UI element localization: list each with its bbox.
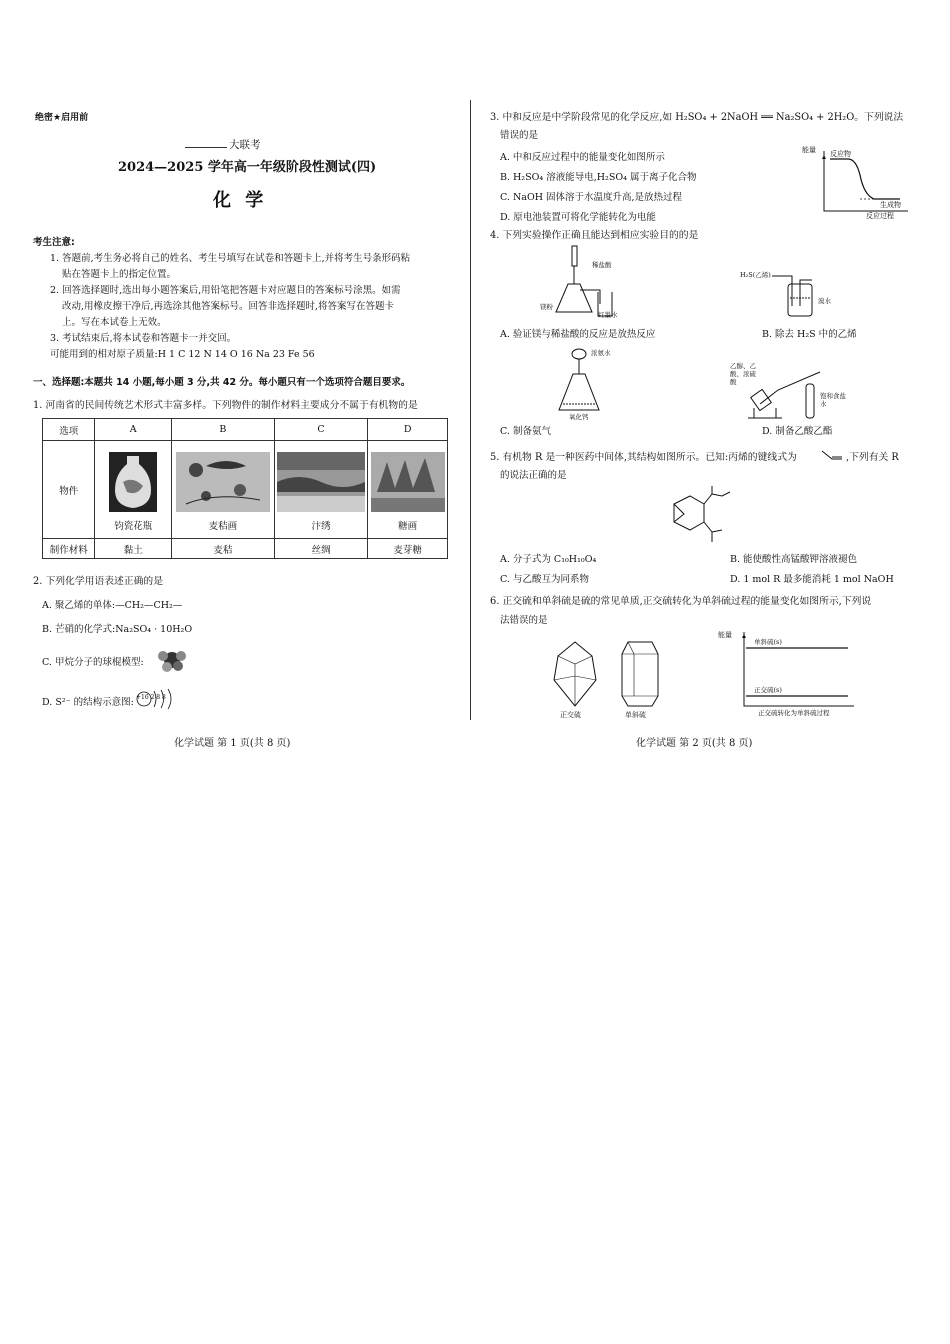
q6-graph-ylabel: 能量 xyxy=(718,631,732,639)
notice-line-5: 上。写在本试卷上无效。 xyxy=(62,317,167,328)
q4-option-a: A. 验证镁与稀盐酸的反应是放热反应 xyxy=(500,329,656,340)
q6-energy-graph xyxy=(718,628,858,720)
label-red-ink: 红墨水 xyxy=(598,311,618,319)
q5-option-c: C. 与乙酸互为同系物 xyxy=(500,574,589,585)
label-magnesium: 镁粉 xyxy=(540,303,553,311)
item-label: 麦秸画 xyxy=(208,520,238,532)
section-1-heading: 一、选择题:本题共 14 小题,每小题 3 分,共 42 分。每小题只有一个选项符合题目要求。 xyxy=(33,377,411,388)
page-footer-1: 化学试题 第 1 页(共 8 页) xyxy=(174,738,291,749)
q5-option-b: B. 能使酸性高锰酸钾溶液褪色 xyxy=(730,554,858,565)
q6-graph-xlabel: 正交硫转化为单斜硫过程 xyxy=(758,709,830,717)
q3-graph-xlabel: 反应过程 xyxy=(866,212,894,220)
table-header-cell: C xyxy=(274,419,368,441)
q3-graph-reactant: 反应物 xyxy=(830,150,851,158)
q2-option-c: C. 甲烷分子的球棍模型: xyxy=(42,657,144,668)
item-cell-c xyxy=(274,441,368,539)
monoclinic-sulfur-label: 单斜硫 xyxy=(625,711,646,719)
monoclinic-sulfur-crystal xyxy=(620,640,660,708)
orthorhombic-sulfur-crystal xyxy=(552,640,598,708)
q3-option-c: C. NaOH 固体溶于水温度升高,是放热过程 xyxy=(500,192,683,203)
table-header-cell: D xyxy=(368,419,448,441)
label-dilute-hcl: 稀盐酸 xyxy=(592,261,612,269)
row-label-material: 制作材料 xyxy=(43,539,95,559)
apparatus-d xyxy=(730,362,860,420)
table-header-cell: 选项 xyxy=(43,419,95,441)
embroidery-image xyxy=(277,452,365,512)
material-cell: 黏土 xyxy=(95,539,172,559)
propene-bond-line xyxy=(820,449,844,461)
orthorhombic-sulfur-label: 正交硫 xyxy=(560,711,581,719)
q4-option-b: B. 除去 H₂S 中的乙烯 xyxy=(762,329,857,340)
exam-org: 大联考 xyxy=(185,137,261,152)
vase-image xyxy=(109,452,157,512)
apparatus-c xyxy=(555,344,645,420)
materials-table xyxy=(42,418,448,559)
q6-graph-low-label: 正交硫(s) xyxy=(754,686,782,694)
item-label: 汴绣 xyxy=(311,520,331,532)
row-label-item: 物件 xyxy=(43,441,95,539)
item-cell-d xyxy=(368,441,448,539)
table-header-cell: B xyxy=(172,419,275,441)
exam-title: 2024—2025 学年高一年级阶段性测试(四) xyxy=(118,160,377,175)
notice-line-2: 贴在答题卡上的指定位置。 xyxy=(62,269,177,280)
label-reagents: 乙醇、乙酸、浓硫酸 xyxy=(730,362,756,386)
sugar-painting-image xyxy=(371,452,445,512)
item-label: 糖画 xyxy=(398,520,418,532)
q5-option-d: D. 1 mol R 最多能消耗 1 mol NaOH xyxy=(730,574,894,585)
notice-line-4: 改动,用橡皮擦干净后,再选涂其他答案标号。回答非选择题时,将答案写在答题卡 xyxy=(62,301,395,312)
label-bromine-water: 溴水 xyxy=(818,297,831,305)
question-2: 2. 下列化学用语表述正确的是 xyxy=(33,576,164,587)
label-conc-ammonia: 浓氨水 xyxy=(591,349,611,357)
material-cell: 麦秸 xyxy=(172,539,275,559)
q3-graph-product: 生成物 xyxy=(880,201,901,209)
table-header-cell: A xyxy=(95,419,172,441)
q3-option-b: B. H₂SO₄ 溶液能导电,H₂SO₄ 属于离子化合物 xyxy=(500,172,697,183)
q3-graph-ylabel: 能量 xyxy=(802,146,816,154)
question-1: 1. 河南省的民间传统艺术形式丰富多样。下列物件的制作材料主要成分不属于有机物的是 xyxy=(33,400,418,411)
q3-option-a: A. 中和反应过程中的能量变化如图所示 xyxy=(500,152,665,163)
material-cell: 丝绸 xyxy=(274,539,368,559)
question-4: 4. 下列实验操作正确且能达到相应实验目的的是 xyxy=(490,230,699,241)
question-5-tail: ,下列有关 R xyxy=(846,452,899,463)
q4-option-c: C. 制备氨气 xyxy=(500,426,551,437)
item-cell-b xyxy=(172,441,275,539)
sulfide-ion-diagram xyxy=(134,688,178,710)
straw-painting-image xyxy=(176,452,270,512)
label-saturated-brine: 饱和食盐水 xyxy=(820,392,846,408)
apparatus-a xyxy=(540,244,650,324)
question-3: 3. 中和反应是中学阶段常见的化学反应,如 H₂SO₄ + 2NaOH ══ Na₂SO₄ + 2H₂O。下列说法 xyxy=(490,112,904,123)
q3-option-d: D. 原电池装置可将化学能转化为电能 xyxy=(500,212,656,223)
q4-option-d: D. 制备乙酸乙酯 xyxy=(762,426,833,437)
notice-line-1: 1. 答题前,考生务必将自己的姓名、考生号填写在试卷和答题卡上,并将考生号条形码粘 xyxy=(50,253,411,264)
q6-graph-high-label: 单斜硫(s) xyxy=(754,638,782,646)
item-cell-a xyxy=(95,441,172,539)
sulfide-ion-values: +16 2 8 8 xyxy=(136,694,166,701)
question-5-cont: 的说法正确的是 xyxy=(500,470,567,481)
page-footer-2: 化学试题 第 2 页(共 8 页) xyxy=(636,738,753,749)
label-calcium-oxide: 氧化钙 xyxy=(569,413,589,421)
q2-option-d: D. S²⁻ 的结构示意图: xyxy=(42,697,134,708)
q2-option-a: A. 聚乙烯的单体:—CH₂—CH₂— xyxy=(42,600,183,611)
question-5: 5. 有机物 R 是一种医药中间体,其结构如图所示。已知:丙烯的键线式为 xyxy=(490,452,797,463)
q3-energy-graph xyxy=(800,145,910,220)
atomic-masses: 可能用到的相对原子质量:H 1 C 12 N 14 O 16 Na 23 Fe 56 xyxy=(50,349,315,360)
apparatus-b xyxy=(740,266,850,322)
secret-label: 绝密★启用前 xyxy=(35,113,89,123)
notice-line-3: 2. 回答选择题时,选出每小题答案后,用铅笔把答题卡对应题目的答案标号涂黑。如需 xyxy=(50,285,401,296)
subject-title: 化 学 xyxy=(213,190,268,211)
item-label: 钧瓷花瓶 xyxy=(114,520,153,532)
material-cell: 麦芽糖 xyxy=(368,539,448,559)
page-divider xyxy=(470,100,471,720)
methane-ball-stick-model xyxy=(157,648,187,672)
question-6: 6. 正交硫和单斜硫是硫的常见单质,正交硫转化为单斜硫过程的能量变化如图所示,下列说 xyxy=(490,596,872,607)
compound-r-structure xyxy=(660,484,740,546)
q2-option-b: B. 芒硝的化学式:Na₂SO₄ · 10H₂O xyxy=(42,624,193,635)
notice-line-6: 3. 考试结束后,将本试卷和答题卡一并交回。 xyxy=(50,333,237,344)
q5-option-a: A. 分子式为 C₁₀H₁₀O₄ xyxy=(500,554,597,565)
label-gas-mixture: H₂S(乙烯) xyxy=(740,271,771,279)
question-6-cont: 法错误的是 xyxy=(500,615,548,626)
question-3-cont: 错误的是 xyxy=(500,130,539,141)
notice-title: 考生注意: xyxy=(33,237,75,248)
